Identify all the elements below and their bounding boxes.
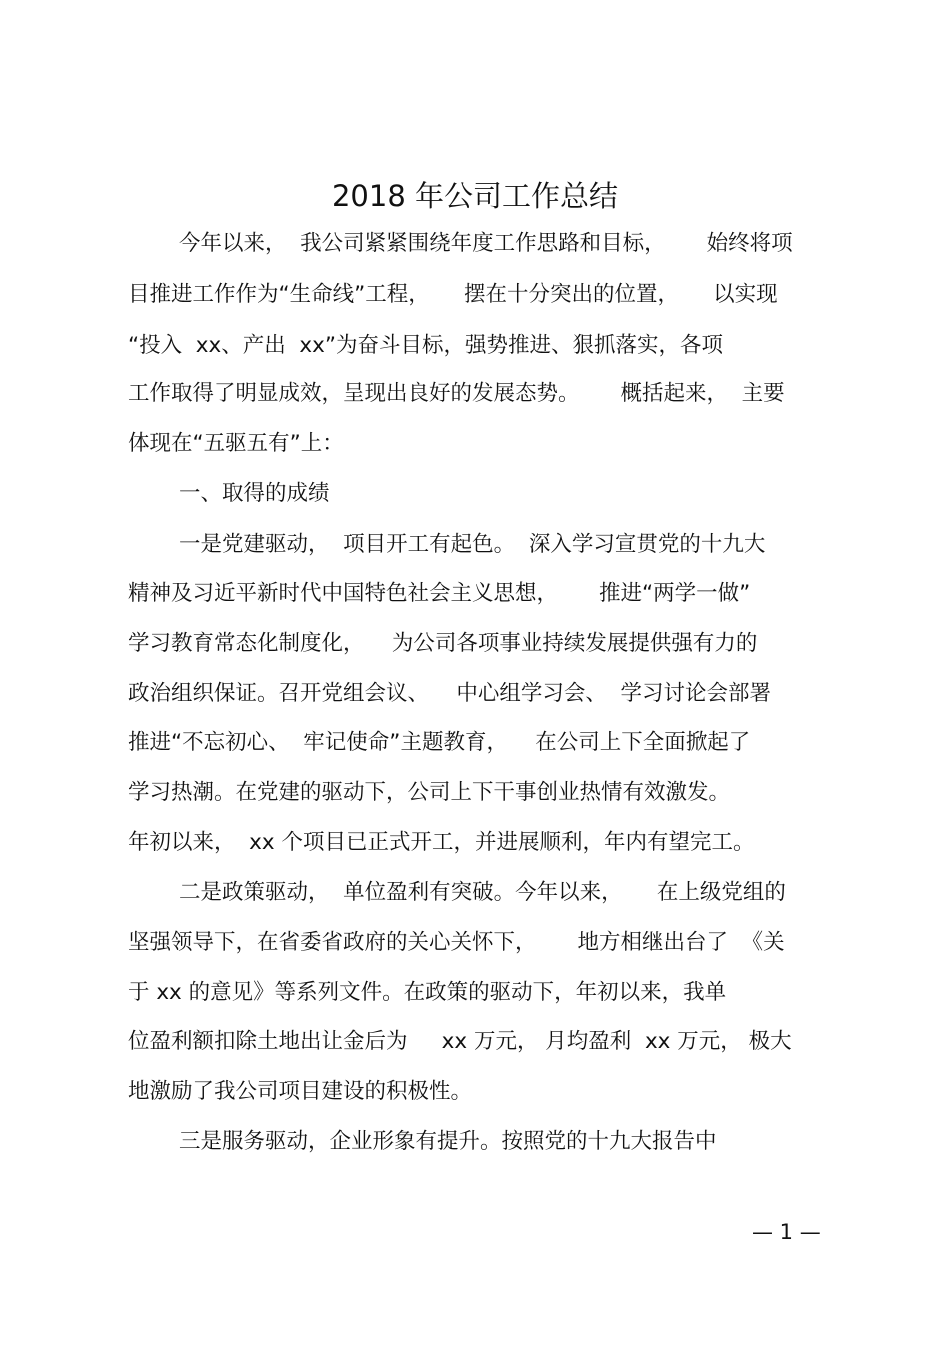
body-line-12: 学习热潮。在党建的驱动下，公司上下干事创业热情有效激发。 [128, 780, 731, 805]
body-line-2: 目推进工作作为“生命线”工程， 摆在十分突出的位置， 以实现 [128, 282, 778, 307]
body-line-15: 坚强领导下，在省委省政府的关心关怀下， 地方相继出台了 《关 [128, 930, 785, 955]
section-heading: 一、取得的成绩 [179, 481, 330, 506]
body-line-11: 推进“不忘初心、 牢记使命”主题教育， 在公司上下全面掀起了 [128, 730, 751, 755]
body-line-18: 地激励了我公司项目建设的积极性。 [128, 1079, 473, 1104]
body-line-9: 学习教育常态化制度化， 为公司各项事业持续发展提供强有力的 [128, 631, 758, 656]
body-line-8: 精神及习近平新时代中国特色社会主义思想， 推进“两学一做” [128, 581, 751, 606]
document-title: 2018 年公司工作总结 [331, 179, 619, 213]
body-line-14: 二是政策驱动， 单位盈利有突破。今年以来， 在上级党组的 [179, 880, 786, 905]
page-number: — 1 — [752, 1220, 821, 1244]
body-line-1: 今年以来， 我公司紧紧围绕年度工作思路和目标， 始终将项 [179, 231, 793, 256]
body-line-3: “投入 xx、产出 xx”为奋斗目标，强势推进、狠抓落实，各项 [128, 333, 724, 358]
body-line-4: 工作取得了明显成效，呈现出良好的发展态势。 概括起来， 主要 [128, 381, 785, 406]
body-line-19: 三是服务驱动，企业形象有提升。按照党的十九大报告中 [179, 1129, 717, 1154]
body-line-10: 政治组织保证。召开党组会议、 中心组学习会、 学习讨论会部署 [128, 681, 772, 706]
body-line-5: 体现在“五驱五有”上： [128, 431, 344, 456]
body-line-17: 位盈利额扣除土地出让金后为 xx 万元， 月均盈利 xx 万元， 极大 [128, 1029, 792, 1054]
body-line-13: 年初以来， xx 个项目已正式开工，并进展顺利，年内有望完工。 [128, 830, 755, 855]
body-line-7: 一是党建驱动， 项目开工有起色。 深入学习宣贯党的十九大 [179, 532, 766, 557]
body-line-16: 于 xx 的意见》等系列文件。在政策的驱动下，年初以来，我单 [128, 980, 727, 1005]
